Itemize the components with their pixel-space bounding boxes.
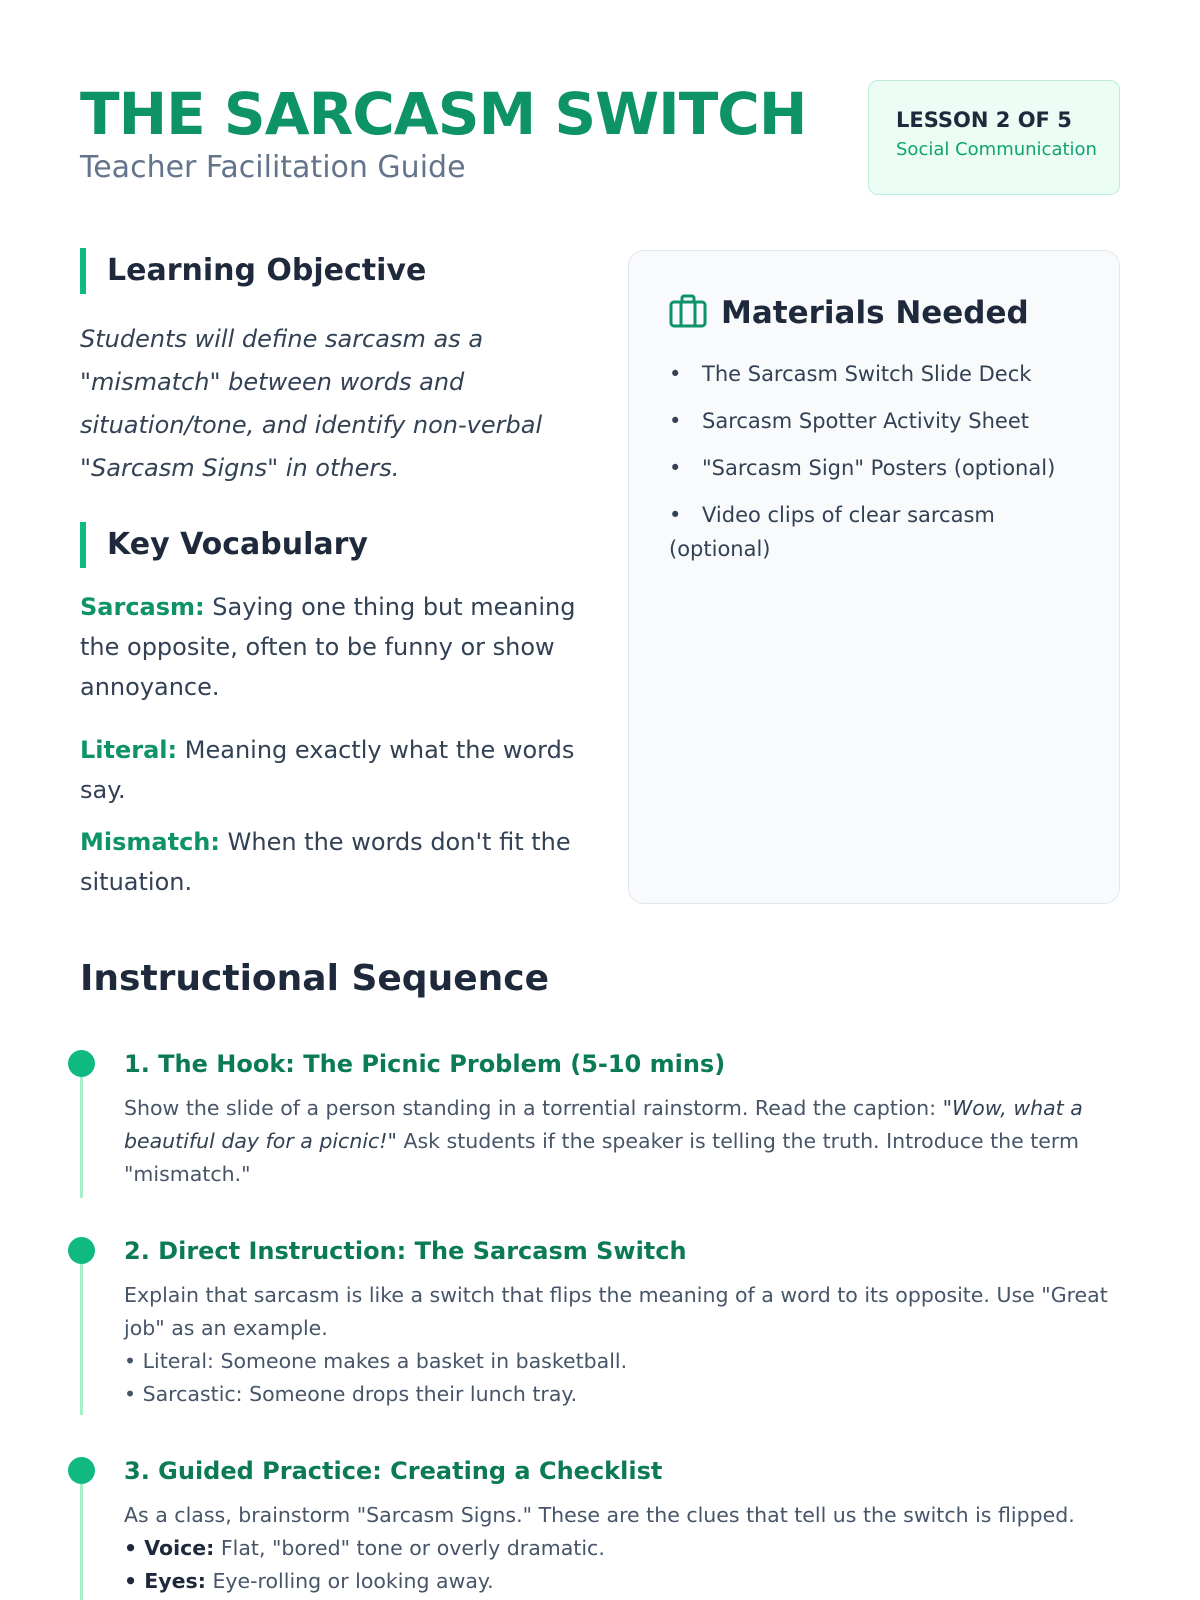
vocab-definition: Saying one thing but meaning the opposite, often to be funny or show annoyance. — [80, 593, 576, 701]
timeline-node — [68, 1457, 95, 1484]
objective-heading: Learning Objective — [80, 248, 426, 294]
materials-list — [669, 357, 1079, 566]
document-title: THE SARCASM SWITCH — [80, 80, 807, 148]
lesson-badge — [868, 80, 1120, 195]
sequence-step-2 — [80, 1237, 1120, 1417]
vocab-definition: Meaning exactly what the words say. — [80, 736, 575, 804]
step-title: 3. Guided Practice: Creating a Checklist — [124, 1457, 663, 1485]
step-body: Show the slide of a person standing in a torrential rainstorm. Read the caption: "Wow, what a beautiful day for a picnic!" Ask students if the speaker is telling the truth. Introduce the term "mismatch." — [124, 1096, 1083, 1186]
document-page — [80, 0, 1120, 1600]
sequence-step-3 — [80, 1457, 1120, 1600]
vocab-item-mismatch — [80, 822, 580, 902]
step-bullet: • Literal: Someone makes a basket in basketball. — [124, 1349, 628, 1373]
lesson-topic: Social Communication — [896, 139, 1097, 160]
materials-panel — [628, 250, 1120, 904]
step-title: 1. The Hook: The Picnic Problem (5-10 mins) — [124, 1050, 726, 1078]
vocab-term: Mismatch: — [80, 828, 220, 856]
briefcase-icon — [669, 294, 707, 332]
vocab-term: Sarcasm: — [80, 593, 205, 621]
list-item: • Video clips of clear sarcasm (optional) — [669, 503, 995, 561]
objective-text: Students will define sarcasm as a "mismatch" between words and situation/tone, and identify non-verbal "Sarcasm Signs" in others. — [80, 325, 543, 482]
list-item: • Sarcasm Spotter Activity Sheet — [669, 409, 1029, 433]
timeline-line — [80, 1251, 83, 1415]
vocab-item-sarcasm — [80, 587, 580, 707]
step-bullet: • Voice: Flat, "bored" tone or overly dramatic. — [124, 1536, 605, 1560]
document-subtitle: Teacher Facilitation Guide — [80, 150, 466, 185]
step-body: As a class, brainstorm "Sarcasm Signs." These are the clues that tell us the switch is flipped. • Voice: Flat, "bored" tone or overly dramatic. • Eyes: Eye-rolling or looking away. — [124, 1499, 1120, 1598]
list-item: • "Sarcasm Sign" Posters (optional) — [669, 456, 1056, 480]
materials-heading: Materials Needed — [721, 295, 1029, 331]
step-body: Explain that sarcasm is like a switch that flips the meaning of a word to its opposite. Use "Great job" as an example. • Literal: Someone makes a basket in basketball. • Sarcastic: Someone drops their lunch tray. — [124, 1279, 1120, 1411]
sequence-heading: Instructional Sequence — [80, 958, 550, 999]
timeline-node — [68, 1237, 95, 1264]
timeline-line — [80, 1064, 83, 1198]
timeline-line — [80, 1471, 83, 1600]
step-title: 2. Direct Instruction: The Sarcasm Switch — [124, 1237, 687, 1265]
materials-header — [669, 289, 1079, 337]
list-item: • The Sarcasm Switch Slide Deck — [669, 362, 1032, 386]
step-bullet: • Eyes: Eye-rolling or looking away. — [124, 1569, 494, 1593]
sequence-step-1 — [80, 1050, 1120, 1200]
vocabulary-heading: Key Vocabulary — [80, 522, 368, 568]
step-bullet: • Sarcastic: Someone drops their lunch tray. — [124, 1382, 578, 1406]
timeline-node — [68, 1050, 95, 1077]
vocab-item-literal — [80, 730, 580, 810]
vocab-definition: When the words don't fit the situation. — [80, 828, 571, 896]
vocab-term: Literal: — [80, 736, 178, 764]
lesson-number: LESSON 2 OF 5 — [896, 108, 1072, 132]
